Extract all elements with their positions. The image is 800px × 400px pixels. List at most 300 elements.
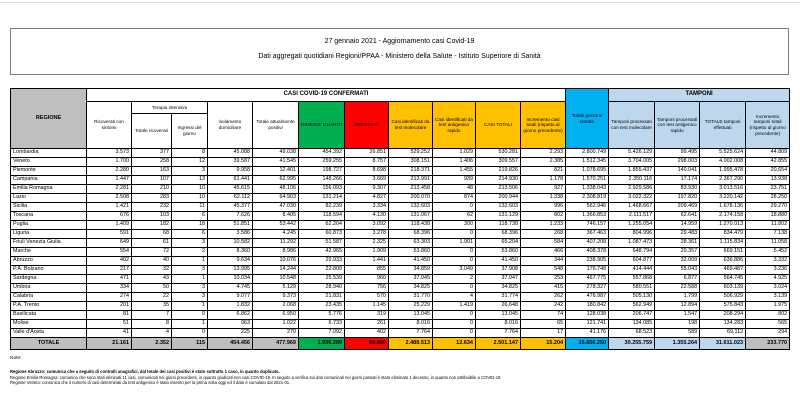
value-cell: 4 [132, 329, 172, 338]
value-cell: 65 [521, 320, 566, 329]
value-cell: 13 [172, 176, 208, 185]
value-cell: 1.570.251 [566, 176, 609, 185]
group-header-tamponi: TAMPONI [609, 89, 790, 102]
value-cell: 31.611.023 [700, 338, 746, 350]
value-cell: 7.092 [299, 329, 345, 338]
value-cell: 53.860 [389, 248, 433, 257]
value-cell: 61.441 [208, 176, 253, 185]
value-cell: 258 [132, 158, 172, 167]
value-cell: 7.764 [476, 329, 521, 338]
value-cell: 13.045 [389, 311, 433, 320]
value-cell: 548 [521, 266, 566, 275]
value-cell: 0 [433, 203, 476, 212]
region-name: Puglia [11, 221, 87, 230]
value-cell: 5.525.624 [700, 149, 746, 158]
value-cell: 21.831 [299, 293, 345, 302]
region-name: Marche [11, 248, 87, 257]
value-cell: 8.757 [345, 158, 389, 167]
value-cell: 1 [172, 257, 208, 266]
value-cell: 13.938 [746, 176, 790, 185]
value-cell: 2.385 [521, 158, 566, 167]
col-header-casi-molecolare: Casi identificati da test molecolare [389, 102, 433, 149]
value-cell: 131.214 [299, 194, 345, 203]
value-cell: 575.843 [700, 302, 746, 311]
value-cell: 2.508 [87, 194, 132, 203]
value-cell: 18 [172, 221, 208, 230]
table-body [11, 149, 790, 350]
value-cell: 565 [746, 320, 790, 329]
value-cell: 48 [433, 185, 476, 194]
value-cell: 233.770 [746, 338, 790, 350]
value-cell: 469.487 [700, 266, 746, 275]
value-cell: 0 [172, 311, 208, 320]
value-cell: 12.401 [253, 167, 299, 176]
table-row [11, 329, 790, 338]
value-cell: 9.958 [208, 167, 253, 176]
value-cell: 22.809 [299, 266, 345, 275]
value-cell: 2.174.158 [700, 212, 746, 221]
value-cell: 29.483 [655, 230, 700, 239]
value-cell: 50 [132, 284, 172, 293]
value-cell: 6 [172, 230, 208, 239]
value-cell: 182 [132, 221, 172, 230]
value-cell: 6 [172, 212, 208, 221]
value-cell: 2.367.290 [700, 176, 746, 185]
value-cell: 603.139 [700, 284, 746, 293]
value-cell: 960 [345, 275, 389, 284]
value-cell: 156.093 [299, 185, 345, 194]
region-name: Piemonte [11, 167, 87, 176]
value-cell: 62.995 [253, 176, 299, 185]
value-cell: 4.245 [253, 230, 299, 239]
value-cell: 963 [208, 320, 253, 329]
value-cell: 589 [655, 329, 700, 338]
value-cell: 2 [433, 275, 476, 284]
value-cell: 4 [433, 293, 476, 302]
value-cell: 2.308.819 [566, 194, 609, 203]
value-cell: 3.586 [208, 230, 253, 239]
value-cell: 217 [87, 266, 132, 275]
region-name: Toscana [11, 212, 87, 221]
value-cell: 214.930 [476, 176, 521, 185]
value-cell: 31.774 [476, 293, 521, 302]
value-cell: 44.809 [746, 149, 790, 158]
value-cell: 41.450 [389, 257, 433, 266]
value-cell: 10.548 [253, 275, 299, 284]
value-cell: 7 [132, 311, 172, 320]
value-cell: 9.634 [208, 257, 253, 266]
value-cell: 8.016 [476, 320, 521, 329]
value-cell: 268 [521, 230, 566, 239]
value-cell: 34.825 [476, 284, 521, 293]
value-cell: 69.112 [700, 329, 746, 338]
value-cell: 3.573 [87, 149, 132, 158]
value-cell: 68.396 [389, 230, 433, 239]
value-cell: 3 [172, 293, 208, 302]
value-cell: 39.587 [208, 158, 253, 167]
value-cell: 4.827 [345, 194, 389, 203]
value-cell: 18.880 [746, 212, 790, 221]
value-cell: 103 [132, 212, 172, 221]
covid-data-table [10, 88, 790, 350]
note-item: Regione Abruzzo: comunica che a seguito di controlli anagrafici, dal totale dei casi positivi è stato sottratto 1 caso, in quanto duplicato. [10, 369, 280, 374]
col-header-tamponi-molecolare: Tamponi processati con test molecolare [609, 102, 655, 149]
value-cell: 14.959 [655, 221, 700, 230]
value-cell: 13.045 [476, 311, 521, 320]
value-cell: 22.588 [655, 284, 700, 293]
value-cell: 42.965 [299, 248, 345, 257]
region-name: P.A. Bolzano [11, 266, 87, 275]
region-name: Lombardia [11, 149, 87, 158]
value-cell: 2.501.147 [476, 338, 521, 350]
value-cell: 1.338 [521, 194, 566, 203]
value-cell: 163 [132, 167, 172, 176]
value-cell: 3.236 [746, 266, 790, 275]
value-cell: 2.068 [253, 302, 299, 311]
value-cell: 407.208 [566, 239, 609, 248]
value-cell: 41.545 [253, 158, 299, 167]
report-date-title: 27 gennaio 2021 - Aggiornamento casi Covid-19 [324, 38, 475, 45]
value-cell: 408.378 [566, 248, 609, 257]
value-cell: 8 [172, 149, 208, 158]
value-cell: 1.270.013 [700, 221, 746, 230]
value-cell: 10.034 [208, 275, 253, 284]
value-cell: 454.456 [208, 338, 253, 350]
region-name: Liguria [11, 230, 87, 239]
value-cell: 0 [433, 320, 476, 329]
value-cell: 29.270 [746, 203, 790, 212]
value-cell: 1.178 [521, 176, 566, 185]
value-cell: 55.043 [655, 266, 700, 275]
value-cell: 4.130 [345, 212, 389, 221]
value-cell: 1.338.043 [566, 185, 609, 194]
value-cell: 1.115.834 [700, 239, 746, 248]
value-cell: 37.045 [389, 275, 433, 284]
col-header-ricoverati: Ricoverati con sintomi [87, 102, 132, 149]
value-cell: 4.925 [746, 275, 790, 284]
value-cell: 1.512.345 [566, 158, 609, 167]
value-cell: 8.016 [389, 320, 433, 329]
value-cell: 68.523 [609, 329, 655, 338]
footnotes [10, 356, 790, 386]
value-cell: 51.851 [208, 221, 253, 230]
value-cell: 9.307 [345, 185, 389, 194]
value-cell: 7.138 [746, 230, 790, 239]
value-cell: 2.281 [87, 185, 132, 194]
value-cell: 746.157 [566, 221, 609, 230]
value-cell: 334 [87, 284, 132, 293]
value-cell: 3.139 [746, 293, 790, 302]
value-cell: 20.357 [655, 248, 700, 257]
value-cell: 1.678.136 [700, 203, 746, 212]
value-cell: 200.070 [389, 194, 433, 203]
value-cell: 48.106 [253, 185, 299, 194]
value-cell: 218.371 [389, 167, 433, 176]
value-cell: 121.741 [566, 320, 609, 329]
value-cell: 12.634 [433, 338, 476, 350]
table-row [11, 266, 790, 275]
value-cell: 2.350.116 [609, 176, 655, 185]
value-cell: 2.280 [87, 167, 132, 176]
value-cell: 454.392 [299, 149, 345, 158]
value-cell: 1.409 [87, 221, 132, 230]
value-cell: 118.738 [476, 221, 521, 230]
value-cell: 61 [132, 239, 172, 248]
table-row [11, 257, 790, 266]
value-cell: 636.886 [700, 257, 746, 266]
region-name: Sicilia [11, 203, 87, 212]
value-cell: 2.293 [521, 149, 566, 158]
value-cell: 676 [87, 212, 132, 221]
value-cell: 8.405 [253, 212, 299, 221]
value-cell: 834.479 [700, 230, 746, 239]
value-cell: 10.076 [253, 257, 299, 266]
report-title-box [10, 28, 789, 75]
value-cell: 82.239 [299, 203, 345, 212]
value-cell: 12.894 [655, 302, 700, 311]
value-cell: 134.085 [609, 320, 655, 329]
value-cell: 0 [433, 329, 476, 338]
value-cell: 34.825 [389, 284, 433, 293]
canvas-top-border [0, 2, 800, 3]
value-cell: 557.868 [609, 275, 655, 284]
value-cell: 477.969 [253, 338, 299, 350]
value-cell: 206.747 [609, 311, 655, 320]
value-cell: 377 [132, 149, 172, 158]
value-cell: 47.030 [253, 203, 299, 212]
value-cell: 198.727 [299, 167, 345, 176]
value-cell: 564.745 [700, 275, 746, 284]
value-cell: 51.587 [299, 239, 345, 248]
value-cell: 32.009 [655, 257, 700, 266]
value-cell: 1.995.478 [700, 167, 746, 176]
value-cell: 580.551 [609, 284, 655, 293]
table-row [11, 248, 790, 257]
value-cell: 11 [172, 203, 208, 212]
table-row [11, 203, 790, 212]
value-cell: 1.145 [345, 302, 389, 311]
region-name: Lazio [11, 194, 87, 203]
value-cell: 319 [345, 311, 389, 320]
value-cell: 1.447 [87, 176, 132, 185]
table-row [11, 212, 790, 221]
region-name: Molise [11, 320, 87, 329]
value-cell: 298.003 [655, 158, 700, 167]
value-cell: 402 [345, 329, 389, 338]
group-header-casi-confermati: CASI COVID-19 CONFERMATI [87, 89, 566, 102]
value-cell: 3.013.516 [700, 185, 746, 194]
value-cell: 7.626 [208, 212, 253, 221]
value-cell: 1.022 [253, 320, 299, 329]
value-cell: 115 [172, 338, 208, 350]
value-cell: 10 [172, 194, 208, 203]
value-cell: 2.929.586 [609, 185, 655, 194]
value-cell: 219.826 [476, 167, 521, 176]
value-cell: 198 [655, 320, 700, 329]
value-cell: 1.255.054 [609, 221, 655, 230]
value-cell: 23.435 [299, 302, 345, 311]
value-cell: 0 [433, 248, 476, 257]
region-name: Abruzzo [11, 257, 87, 266]
region-name: Emilia Romagna [11, 185, 87, 194]
value-cell: 476.987 [566, 293, 609, 302]
table-row [11, 320, 790, 329]
value-cell: 3.022.322 [609, 194, 655, 203]
value-cell: 213.458 [389, 185, 433, 194]
value-cell: 11.292 [253, 239, 299, 248]
value-cell: 996 [521, 203, 566, 212]
value-cell: 262 [521, 293, 566, 302]
value-cell: 270 [253, 329, 299, 338]
value-cell: 131.067 [389, 212, 433, 221]
value-cell: 68.396 [476, 230, 521, 239]
value-cell: 81 [87, 311, 132, 320]
value-cell: 604.877 [609, 257, 655, 266]
value-cell: 23.751 [746, 185, 790, 194]
value-cell: 1.468.667 [609, 203, 655, 212]
value-cell: 7.764 [389, 329, 433, 338]
value-cell: 83.930 [655, 185, 700, 194]
value-cell: 6.877 [655, 275, 700, 284]
value-cell: 3 [172, 239, 208, 248]
value-cell: 0 [433, 311, 476, 320]
group-header-terapia-intensiva: Terapia intensiva [132, 102, 208, 114]
value-cell: 41.176 [566, 329, 609, 338]
value-cell: 939 [433, 176, 476, 185]
col-header-ti-totale: Totale ricoverati [132, 114, 172, 149]
value-cell: 232 [132, 203, 172, 212]
value-cell: 0 [433, 257, 476, 266]
col-header-deceduti: DECEDUTI [345, 102, 389, 149]
value-cell: 72 [132, 248, 172, 257]
value-cell: 554 [87, 248, 132, 257]
notes-list [10, 369, 790, 386]
value-cell: 648.794 [609, 248, 655, 257]
table-row [11, 185, 790, 194]
value-cell: 821 [521, 167, 566, 176]
value-cell: 0 [172, 329, 208, 338]
value-cell: 5.452 [746, 248, 790, 257]
col-header-positivi: Totale attualmente positivi [253, 102, 299, 149]
value-cell: 294 [746, 329, 790, 338]
region-name: P.A. Trento [11, 302, 87, 311]
value-cell: 28.250 [746, 194, 790, 203]
table-row [11, 167, 790, 176]
value-cell: 213.991 [389, 176, 433, 185]
value-cell: 20.654 [746, 167, 790, 176]
value-cell: 2.111.517 [609, 212, 655, 221]
table-row [11, 194, 790, 203]
value-cell: 62.204 [299, 221, 345, 230]
region-name: Sardegna [11, 275, 87, 284]
value-cell: 1.901 [433, 239, 476, 248]
value-cell: 68 [132, 230, 172, 239]
value-cell: 402 [87, 257, 132, 266]
value-cell: 30.255.759 [609, 338, 655, 350]
value-cell: 278.327 [566, 284, 609, 293]
value-cell: 15.204 [521, 338, 566, 350]
value-cell: 1.419 [433, 302, 476, 311]
value-cell: 1.936.289 [299, 338, 345, 350]
value-cell: 16.656.250 [566, 338, 609, 350]
value-cell: 259.255 [299, 158, 345, 167]
value-cell: 1 [172, 320, 208, 329]
value-cell: 1.366.853 [566, 212, 609, 221]
value-cell: 43 [132, 275, 172, 284]
value-cell: 3.049 [433, 266, 476, 275]
value-cell: 238.905 [566, 257, 609, 266]
value-cell: 1.975 [746, 302, 790, 311]
col-header-tamponi-antigenico: Tamponi processati con test antigenico rapido [655, 102, 700, 149]
value-cell: 14.244 [253, 266, 299, 275]
value-cell: 506.929 [700, 293, 746, 302]
value-cell: 6.862 [208, 311, 253, 320]
value-cell: 5.129 [253, 284, 299, 293]
value-cell: 63.303 [389, 239, 433, 248]
region-name: Valle d'Aosta [11, 329, 87, 338]
value-cell: 28.940 [299, 284, 345, 293]
value-cell: 22 [132, 293, 172, 302]
value-cell: 1.909 [345, 248, 389, 257]
value-cell: 99.495 [655, 149, 700, 158]
value-cell: 1.455 [433, 167, 476, 176]
value-cell: 210 [132, 185, 172, 194]
value-cell: 0 [433, 230, 476, 239]
value-cell: 802 [521, 212, 566, 221]
value-cell: 40 [132, 257, 172, 266]
value-cell: 3.704.005 [609, 158, 655, 167]
value-cell: 3 [172, 284, 208, 293]
value-cell: 3.332 [746, 257, 790, 266]
value-cell: 49.038 [253, 149, 299, 158]
table-row [11, 221, 790, 230]
value-cell: 10.582 [208, 239, 253, 248]
value-cell: 471 [87, 275, 132, 284]
note-item: Regione Emilia Romagna: comunica che sono stati eliminati 11 casi, comunicati nei giorni precedenti, in quanto giudicati non casi COVID-19. In seguito a verifica sui dati comunicati nei giorni passati è stato eliminato 1 decesso, in quanto non attribuibile a COVID-19. [10, 374, 502, 380]
table-row [11, 293, 790, 302]
value-cell: 37.908 [476, 266, 521, 275]
value-cell: 242 [521, 302, 566, 311]
value-cell: 804.996 [609, 230, 655, 239]
value-cell: 2.488.513 [389, 338, 433, 350]
value-cell: 86.889 [345, 338, 389, 350]
value-cell: 309.557 [476, 158, 521, 167]
value-cell: 13.995 [208, 266, 253, 275]
region-name: Veneto [11, 158, 87, 167]
value-cell: 669.151 [700, 248, 746, 257]
value-cell: 9.373 [253, 293, 299, 302]
value-cell: 131.129 [476, 212, 521, 221]
value-cell: 26.851 [345, 149, 389, 158]
value-cell: 0 [433, 284, 476, 293]
table-row [11, 176, 790, 185]
value-cell: 51 [87, 320, 132, 329]
value-cell: 213.506 [476, 185, 521, 194]
value-cell: 10 [172, 185, 208, 194]
value-cell: 28.361 [655, 239, 700, 248]
value-cell: 132.603 [389, 203, 433, 212]
value-cell: 45.615 [208, 185, 253, 194]
col-header-casi-antigenico: Casi identificati da test antigenico rapido [433, 102, 476, 149]
value-cell: 756 [345, 284, 389, 293]
value-cell: 118.594 [299, 212, 345, 221]
col-header-casi-totali: CASI TOTALI [476, 102, 521, 149]
value-cell: 3.278 [345, 230, 389, 239]
value-cell: 134.283 [700, 320, 746, 329]
table-row [11, 284, 790, 293]
value-cell: 1 [172, 302, 208, 311]
col-header-dimessi-guariti: DIMESSI/ GUARITI [299, 102, 345, 149]
